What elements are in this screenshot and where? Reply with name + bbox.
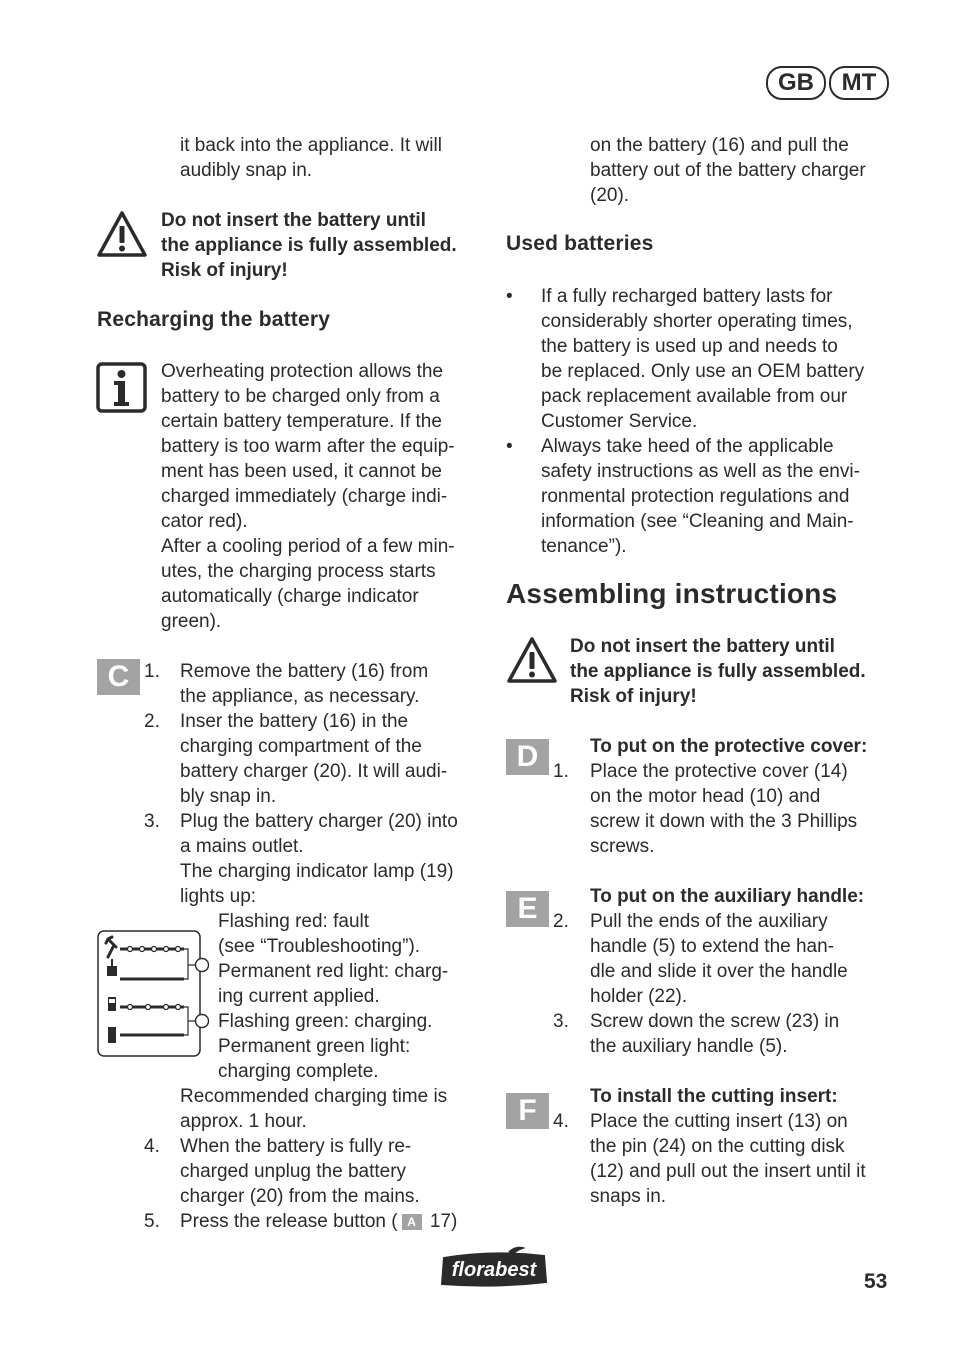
text-line: Risk of injury! xyxy=(570,686,697,707)
text-line: screw it down with the 3 Phillips xyxy=(590,811,858,832)
text-line: the appliance is fully assembled. xyxy=(161,235,457,256)
text-line: Place the cutting insert (13) on xyxy=(590,1111,848,1132)
text-line: the auxiliary handle (5). xyxy=(590,1036,788,1057)
warning-icon xyxy=(96,210,148,258)
text-line: information (see “Cleaning and Main- xyxy=(541,511,854,532)
text-line: on the motor head (10) and xyxy=(590,786,821,807)
text-line: Customer Service. xyxy=(541,411,698,432)
text-line: the battery is used up and needs to xyxy=(541,336,838,357)
figure-label-f: F xyxy=(506,1093,549,1129)
text-line: Flashing green: charging. xyxy=(218,1011,433,1032)
text-line: ronmental protection regulations and xyxy=(541,486,850,507)
step-number: 2. xyxy=(144,711,160,732)
text-line: Risk of injury! xyxy=(161,260,288,281)
text-line: safety instructions as well as the envi- xyxy=(541,461,860,482)
list-item xyxy=(144,809,484,909)
text-line: be replaced. Only use an OEM battery xyxy=(541,361,865,382)
figure-label-d: D xyxy=(506,739,549,775)
text-line: Permanent green light: xyxy=(218,1036,411,1057)
step-title: To put on the auxiliary handle: xyxy=(590,886,865,907)
text-line: automatically (charge indicator xyxy=(161,586,419,607)
text-line: the pin (24) on the cutting disk xyxy=(590,1136,845,1157)
text-line: Flashing red: fault xyxy=(218,911,370,932)
section-heading-assembling: Assembling instructions xyxy=(506,578,838,609)
text-line: (12) and pull out the insert until it xyxy=(590,1161,866,1182)
text-line: Always take heed of the applicable xyxy=(541,436,834,457)
text-line: Do not insert the battery until xyxy=(161,210,426,231)
step-title: To install the cutting insert: xyxy=(590,1086,838,1107)
text-line: on the battery (16) and pull the xyxy=(590,135,849,156)
text-line: it back into the appliance. It will xyxy=(180,135,442,156)
text-line: the appliance, as necessary. xyxy=(180,686,420,707)
text-line: battery is too warm after the equip- xyxy=(161,436,455,457)
info-text xyxy=(161,359,455,634)
bullet: • xyxy=(506,436,513,457)
list-item xyxy=(144,709,484,809)
language-badge-gb: GB xyxy=(766,66,826,100)
florabest-logo xyxy=(438,1244,550,1288)
text-line: Overheating protection allows the xyxy=(161,361,443,382)
step-number: 3. xyxy=(553,1011,569,1032)
step-number: 2. xyxy=(553,911,569,932)
logo-text: florabest xyxy=(451,1259,537,1281)
warning-text xyxy=(161,208,457,283)
list-item xyxy=(553,1009,903,1059)
text-line: holder (22). xyxy=(590,986,688,1007)
text-line: The charging indicator lamp (19) xyxy=(180,861,454,882)
bullet: • xyxy=(506,286,513,307)
figure-reference-a: A xyxy=(402,1214,422,1230)
step-number: 1. xyxy=(144,661,160,682)
list-item xyxy=(506,284,906,434)
text-line: the appliance is fully assembled. xyxy=(570,661,866,682)
text-line: Remove the battery (16) from xyxy=(180,661,429,682)
step-number: 4. xyxy=(144,1136,160,1157)
text-line: When the battery is fully re- xyxy=(180,1136,412,1157)
list-item xyxy=(553,759,903,859)
text-line: Permanent red light: charg- xyxy=(218,961,449,982)
right-intro xyxy=(590,133,866,208)
text-line: ing current applied. xyxy=(218,986,380,1007)
text-line: bly snap in. xyxy=(180,786,277,807)
text-line: charging compartment of the xyxy=(180,736,422,757)
indicator-legend xyxy=(218,909,448,1084)
text-line: pack replacement available from our xyxy=(541,386,848,407)
text-line: charged immediately (charge indi- xyxy=(161,486,448,507)
left-intro xyxy=(180,133,442,183)
text-line: audibly snap in. xyxy=(180,160,313,181)
text-line: Place the protective cover (14) xyxy=(590,761,848,782)
text-line: Pull the ends of the auxiliary xyxy=(590,911,828,932)
text-line: After a cooling period of a few min- xyxy=(161,536,455,557)
text-line: battery out of the battery charger xyxy=(590,160,866,181)
text-line: screws. xyxy=(590,836,655,857)
text-line: green). xyxy=(161,611,222,632)
list-item xyxy=(144,1134,484,1209)
text-line: (see “Troubleshooting”). xyxy=(218,936,421,957)
warning-text xyxy=(570,634,866,709)
text-line: tenance”). xyxy=(541,536,627,557)
list-item xyxy=(144,1209,484,1234)
text-line: cator red). xyxy=(161,511,248,532)
charging-indicator-diagram xyxy=(96,929,214,1059)
step-title: To put on the protective cover: xyxy=(590,736,868,757)
text-line: charging complete. xyxy=(218,1061,379,1082)
list-item xyxy=(506,434,906,559)
list-item xyxy=(553,909,903,1009)
section-heading-used-batteries: Used batteries xyxy=(506,232,654,255)
text-line: Plug the battery charger (20) into xyxy=(180,811,458,832)
text-line: Screw down the screw (23) in xyxy=(590,1011,840,1032)
warning-icon xyxy=(506,636,558,684)
text-line: snaps in. xyxy=(590,1186,667,1207)
recommended-time xyxy=(180,1084,447,1134)
language-badge-mt: MT xyxy=(829,66,889,100)
text-line: battery to be charged only from a xyxy=(161,386,440,407)
bullet-list xyxy=(506,284,906,559)
step-number: 4. xyxy=(553,1111,569,1132)
figure-label-c: C xyxy=(97,659,140,695)
text-line: handle (5) to extend the han- xyxy=(590,936,835,957)
text-line: Recommended charging time is xyxy=(180,1086,448,1107)
text-line: ment has been used, it cannot be xyxy=(161,461,442,482)
text-line: approx. 1 hour. xyxy=(180,1111,307,1132)
text-line: Do not insert the battery until xyxy=(570,636,835,657)
info-icon xyxy=(96,362,148,414)
text-line: considerably shorter operating times, xyxy=(541,311,853,332)
steps-list xyxy=(144,659,484,909)
list-item xyxy=(553,1109,903,1209)
text-line: certain battery temperature. If the xyxy=(161,411,442,432)
section-heading-recharging: Recharging the battery xyxy=(97,308,331,331)
step-number: 3. xyxy=(144,811,160,832)
text-line: battery charger (20). It will audi- xyxy=(180,761,448,782)
text-span: Press the release button ( xyxy=(180,1211,398,1232)
list-item xyxy=(144,659,484,709)
text-line: (20). xyxy=(590,185,630,206)
page-number: 53 xyxy=(864,1270,888,1293)
text-line: utes, the charging process starts xyxy=(161,561,436,582)
text-line: Inser the battery (16) in the xyxy=(180,711,409,732)
text-line: lights up: xyxy=(180,886,257,907)
step-number: 1. xyxy=(553,761,569,782)
step-number: 5. xyxy=(144,1211,160,1232)
text-line: If a fully recharged battery lasts for xyxy=(541,286,833,307)
text-line: charged unplug the battery xyxy=(180,1161,407,1182)
text-line: dle and slide it over the handle xyxy=(590,961,848,982)
figure-label-e: E xyxy=(506,891,549,927)
text-line: a mains outlet. xyxy=(180,836,304,857)
text-line: charger (20) from the mains. xyxy=(180,1186,420,1207)
text-span: 17) xyxy=(424,1211,458,1232)
